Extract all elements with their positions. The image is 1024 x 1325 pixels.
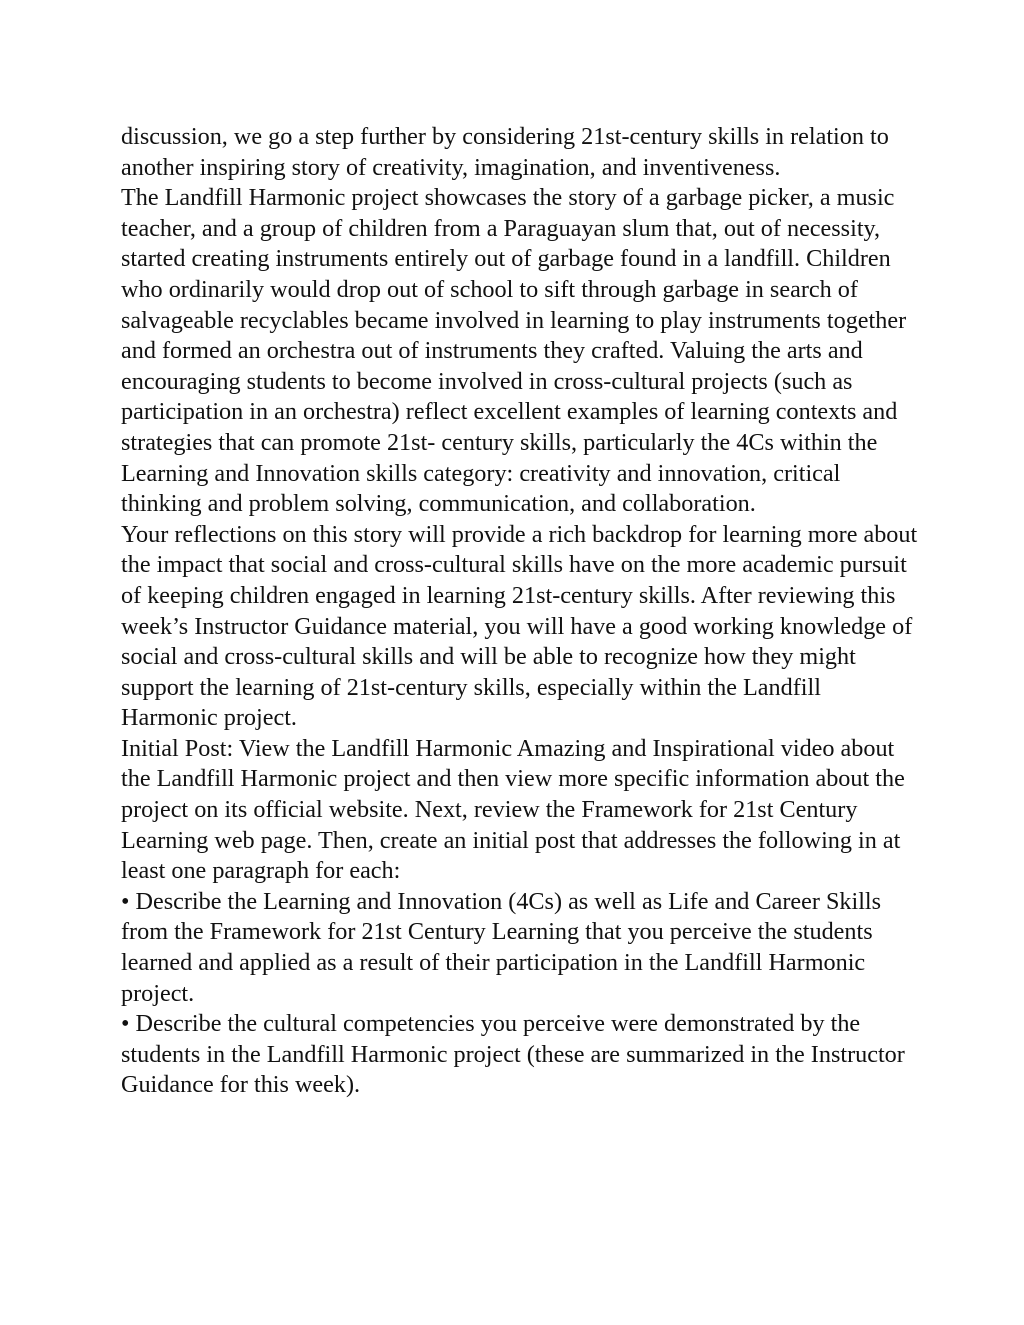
paragraph-initial-post: Initial Post: View the Landfill Harmonic Amazing and Inspirational video about the Landfill Harmonic project and then view more specific information about the project on its official website. Next, review the Framework for 21st Century Learning web page. Then, create an initial post that addresses the following in at least one paragraph for each: xyxy=(121,734,905,885)
paragraph-landfill-harmonic-story: The Landfill Harmonic project showcases the story of a garbage picker, a music teacher, and a group of children from a Paraguayan slum that, out of necessity, started creating instruments entirely out of garbage found in a landfill. Children who ordinarily would drop out of school to sift through garbage in search of salvageable recyclables became involved in learning to play instruments together and formed an orchestra out of instruments they crafted. Valuing the arts and encouraging students to become involved in cross-cultural projects (such as participation in an orchestra) reflect excellent examples of learning contexts and strategies that can promote 21st- century skills, particularly the 4Cs within the Learning and Innovation skills category: creativity and innovation, critical thinking and problem solving, communication, and collaboration. xyxy=(121,184,907,518)
paragraph-reflections: Your reflections on this story will provide a rich backdrop for learning more about the impact that social and cross-cultural skills have on the more academic pursuit of keeping children engaged in learning 21st-century skills. After reviewing this week’s Instructor Guidance material, you will have a good working knowledge of social and cross-cultural skills and will be able to recognize how they might support the learning of 21st-century skills, especially within the Landfill Harmonic project. xyxy=(121,520,918,732)
document-page xyxy=(121,122,921,1101)
paragraph-intro-continuation: discussion, we go a step further by considering 21st-century skills in relation to another inspiring story of creativity, imagination, and inventiveness. xyxy=(121,123,889,181)
bullet-learning-innovation: • Describe the Learning and Innovation (4Cs) as well as Life and Career Skills from the Framework for 21st Century Learning that you perceive the students learned and applied as a result of their participation in the Landfill Harmonic project. xyxy=(121,887,882,1007)
bullet-cultural-competencies: • Describe the cultural competencies you perceive were demonstrated by the students in the Landfill Harmonic project (these are summarized in the Instructor Guidance for this week). xyxy=(121,1010,905,1099)
